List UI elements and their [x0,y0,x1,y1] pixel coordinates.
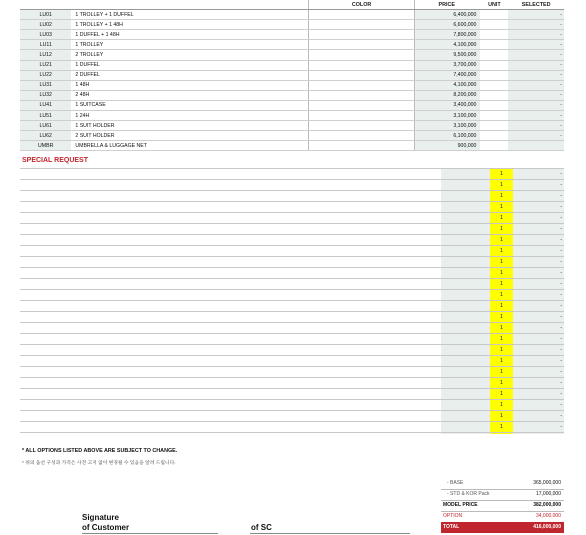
row-name: 1 SUITCASE [71,100,308,110]
row-code: LU21 [20,60,71,70]
special-request-selected: - [560,226,562,232]
special-request-unit[interactable]: 1 [500,237,503,243]
luggage-row [20,121,564,131]
row-name: 1 48H [71,80,308,90]
luggage-table [20,0,564,151]
row-unit [480,30,508,40]
base-value: 365,000,000 [533,480,561,486]
row-selected: - [508,131,564,141]
customer-signature-line [82,533,218,534]
special-request-selected: - [560,325,562,331]
row-code: LU03 [20,30,71,40]
row-unit [480,20,508,30]
model-price-label: MODEL PRICE [443,502,478,508]
special-request-unit[interactable]: 1 [500,215,503,221]
row-color[interactable] [309,30,415,40]
special-request-line [20,190,564,191]
row-selected: - [508,70,564,80]
row-selected [508,141,564,151]
row-name: 2 48H [71,90,308,100]
special-request-unit[interactable]: 1 [500,424,503,430]
row-name: 1 24H [71,111,308,121]
special-request-unit[interactable]: 1 [500,270,503,276]
special-request-unit[interactable]: 1 [500,281,503,287]
unit-header: UNIT [480,0,508,10]
row-price: 6,400,000 [415,10,481,20]
row-color[interactable] [309,100,415,110]
row-code: LU31 [20,80,71,90]
row-name: 1 TROLLEY + 1 48H [71,20,308,30]
row-code: UMBR [20,141,71,151]
special-request-unit[interactable]: 1 [500,182,503,188]
special-request-price-column [441,168,490,434]
special-request-unit[interactable]: 1 [500,226,503,232]
row-color[interactable] [309,80,415,90]
row-name: 2 TROLLEY [71,50,308,60]
special-request-unit[interactable]: 1 [500,402,503,408]
row-color[interactable] [309,131,415,141]
row-name: 1 TROLLEY + 1 DUFFEL [71,10,308,20]
row-unit [480,111,508,121]
luggage-row [20,100,564,110]
special-request-unit[interactable]: 1 [500,248,503,254]
special-request-unit[interactable]: 1 [500,380,503,386]
row-color[interactable] [309,70,415,80]
special-request-line [20,256,564,257]
special-request-selected: - [560,369,562,375]
special-request-selected: - [560,248,562,254]
special-request-unit[interactable]: 1 [500,336,503,342]
special-request-unit[interactable]: 1 [500,204,503,210]
luggage-row [20,30,564,40]
row-selected: - [508,60,564,70]
row-name: 2 SUIT HOLDER [71,131,308,141]
change-notice-korean: * 위의 옵션 구성과 가격은 사전 고지 없이 변경될 수 있음을 알려 드립니다. [22,461,176,466]
row-color[interactable] [309,10,415,20]
std-pack-label: - STD & KOR Pack [447,491,490,497]
row-code: LU41 [20,100,71,110]
special-request-selected: - [560,182,562,188]
special-request-selected: - [560,270,562,276]
special-request-line [20,421,564,422]
price-header: PRICE [415,0,481,10]
total-label: TOTAL [443,524,460,530]
row-selected: - [508,30,564,40]
option-label: OPTION [443,513,463,519]
row-price: 7,400,000 [415,70,481,80]
row-color[interactable] [309,60,415,70]
row-code: LU11 [20,40,71,50]
special-request-selected: - [560,292,562,298]
special-request-unit[interactable]: 1 [500,259,503,265]
special-request-unit[interactable]: 1 [500,303,503,309]
row-code: LU22 [20,70,71,80]
special-request-line [20,410,564,411]
row-name: 1 TROLLEY [71,40,308,50]
luggage-row [20,50,564,60]
special-request-line [20,366,564,367]
special-request-line [20,289,564,290]
special-request-line [20,322,564,323]
row-color[interactable] [309,111,415,121]
special-request-line [20,355,564,356]
row-code: LU02 [20,20,71,30]
sc-signature-label: of SC [251,523,272,532]
luggage-row [20,111,564,121]
row-unit [480,40,508,50]
row-code: LU01 [20,10,71,20]
row-unit [480,141,508,151]
special-request-line [20,432,564,433]
row-color[interactable] [309,141,415,151]
special-request-line [20,201,564,202]
base-label: - BASE [447,480,464,486]
row-price: 7,800,000 [415,30,481,40]
row-unit [480,60,508,70]
special-request-line [20,333,564,334]
special-request-selected: - [560,237,562,243]
special-request-selected: - [560,380,562,386]
special-request-unit[interactable]: 1 [500,369,503,375]
special-request-selected: - [560,336,562,342]
special-request-selected: - [560,204,562,210]
luggage-rows [20,10,564,151]
special-request-selected: - [560,413,562,419]
row-price: 4,100,000 [415,40,481,50]
row-price: 3,100,000 [415,111,481,121]
special-request-unit[interactable]: 1 [500,347,503,353]
row-name: 1 DUFFEL [71,60,308,70]
special-request-selected: - [560,347,562,353]
special-request-selected: - [560,259,562,265]
special-request-selected: - [560,402,562,408]
row-name: 1 DUFFEL + 1 48H [71,30,308,40]
row-price: 6,100,000 [415,131,481,141]
luggage-row [20,20,564,30]
luggage-row [20,131,564,141]
row-code: LU61 [20,121,71,131]
special-request-line [20,168,564,169]
row-color[interactable] [309,90,415,100]
special-request-unit[interactable]: 1 [500,314,503,320]
special-request-selected: - [560,314,562,320]
sc-signature-line [250,533,410,534]
luggage-row [20,10,564,20]
special-request-unit[interactable]: 1 [500,171,503,177]
special-request-selected: - [560,303,562,309]
special-request-selected: - [560,281,562,287]
row-name: UMBRELLA & LUGGAGE NET [71,141,308,151]
row-color[interactable] [309,20,415,30]
option-value: 34,000,000 [535,513,561,519]
special-request-selected: - [560,215,562,221]
luggage-row [20,90,564,100]
row-price: 900,000 [415,141,481,151]
row-selected: - [508,20,564,30]
special-request-unit[interactable]: 1 [500,358,503,364]
row-name: 1 SUIT HOLDER [71,121,308,131]
row-selected: - [508,80,564,90]
luggage-header-row [20,0,564,10]
special-request-line [20,377,564,378]
luggage-row [20,80,564,90]
special-request-title: SPECIAL REQUEST [22,157,88,164]
special-request-line [20,212,564,213]
luggage-row [20,40,564,50]
row-unit [480,10,508,20]
change-notice: * ALL OPTIONS LISTED ABOVE ARE SUBJECT TO CHANGE. [22,448,178,454]
special-request-line [20,267,564,268]
special-request-line [20,388,564,389]
special-request-line [20,311,564,312]
row-color[interactable] [309,50,415,60]
special-request-line [20,245,564,246]
model-price-value: 382,000,000 [533,502,561,508]
row-code: LU32 [20,90,71,100]
row-price: 4,100,000 [415,80,481,90]
special-request-line [20,234,564,235]
row-price: 3,400,000 [415,100,481,110]
special-request-unit[interactable]: 1 [500,325,503,331]
special-request-line [20,179,564,180]
row-unit [480,70,508,80]
row-price: 3,100,000 [415,121,481,131]
row-selected: - [508,100,564,110]
row-selected: - [508,111,564,121]
row-selected: - [508,50,564,60]
row-unit [480,50,508,60]
special-request-line [20,223,564,224]
row-unit [480,121,508,131]
luggage-row [20,70,564,80]
special-request-selected: - [560,424,562,430]
row-selected: - [508,90,564,100]
special-request-selected: - [560,193,562,199]
row-price: 9,500,000 [415,50,481,60]
color-header: COLOR [309,0,415,10]
row-selected: - [508,121,564,131]
special-request-unit[interactable]: 1 [500,391,503,397]
row-selected: - [508,10,564,20]
row-unit [480,100,508,110]
row-selected: - [508,40,564,50]
row-code: LU62 [20,131,71,141]
row-color[interactable] [309,121,415,131]
selected-header: SELECTED [508,0,564,10]
row-price: 8,200,000 [415,90,481,100]
luggage-row [20,141,564,151]
special-request-unit[interactable]: 1 [500,413,503,419]
special-request-line [20,278,564,279]
row-color[interactable] [309,40,415,50]
special-request-selected: - [560,391,562,397]
special-request-selected: - [560,358,562,364]
std-pack-value: 17,000,000 [535,491,561,497]
row-unit [480,131,508,141]
row-unit [480,90,508,100]
special-request-unit[interactable]: 1 [500,292,503,298]
total-value: 416,000,000 [533,524,561,530]
row-name: 2 DUFFEL [71,70,308,80]
row-price: 6,600,000 [415,20,481,30]
row-price: 3,700,000 [415,60,481,70]
special-request-unit[interactable]: 1 [500,193,503,199]
customer-signature-label: Signature of Customer [82,513,130,532]
special-request-selected: - [560,171,562,177]
row-code: LU51 [20,111,71,121]
row-unit [480,80,508,90]
special-request-line [20,399,564,400]
luggage-row [20,60,564,70]
special-request-line [20,344,564,345]
row-code: LU12 [20,50,71,60]
special-request-line [20,300,564,301]
